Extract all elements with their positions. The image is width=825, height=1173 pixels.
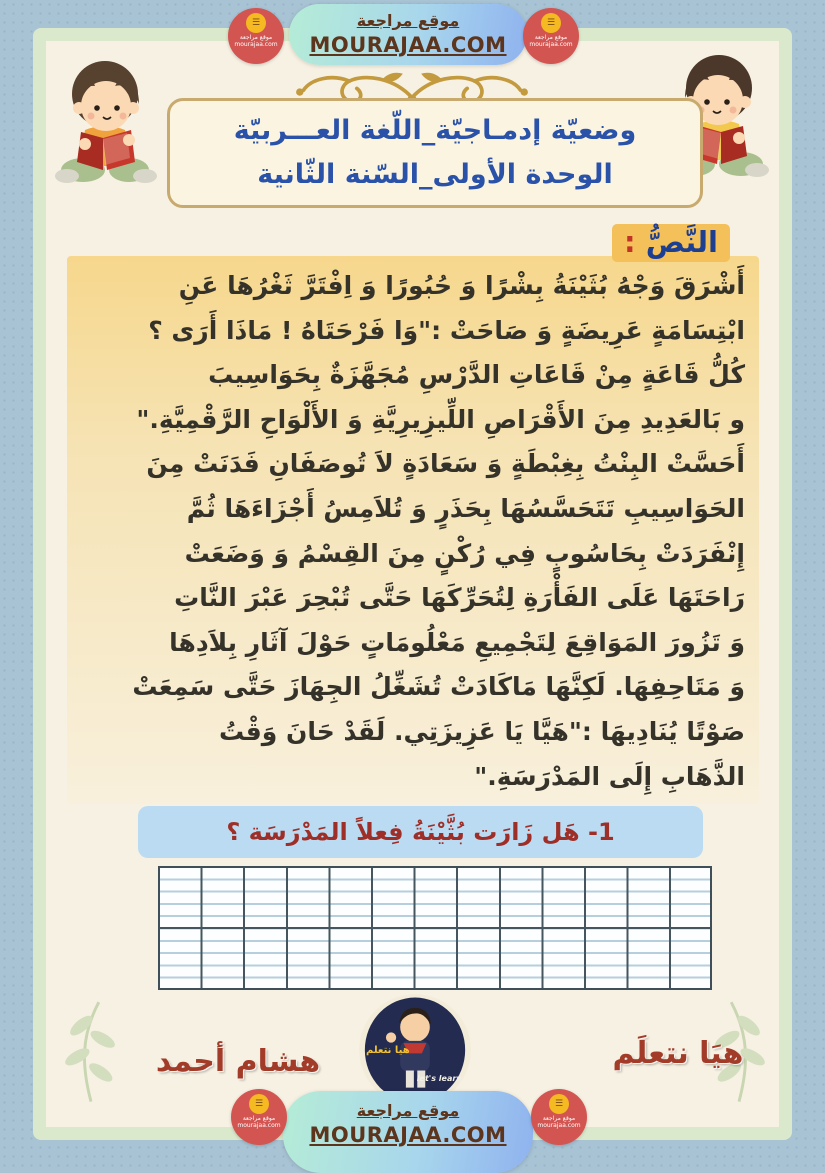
site-banner-top bbox=[289, 4, 527, 65]
slogan-text: هيَا نتعلَم bbox=[612, 1036, 744, 1071]
badge-icon: ☰ bbox=[549, 1094, 569, 1114]
site-name-arabic: موقع مراجعة bbox=[356, 11, 460, 30]
site-name-arabic: موقع مراجعة bbox=[356, 1101, 460, 1120]
site-domain: MOURAJAA.COM bbox=[309, 33, 507, 57]
passage-line: الذَّهَابِ إِلَى المَدْرَسَةِ." bbox=[474, 761, 745, 791]
badge-text-ar: موقع مراجعة bbox=[534, 34, 568, 41]
text-heading-word: النَّصُّ bbox=[645, 225, 718, 259]
passage-line: صَوْتًا يُنَادِيهَا :"هَيَّا يَا عَزِيزَتِي. لَقَدْ حَانَ وَقْتُ bbox=[218, 716, 745, 746]
site-domain: MOURAJAA.COM bbox=[309, 1123, 507, 1147]
badge-text-ar: موقع مراجعة bbox=[239, 34, 273, 41]
site-banner-bottom bbox=[283, 1091, 533, 1173]
text-heading bbox=[612, 224, 730, 262]
logo-english-text: let's learn bbox=[416, 1074, 462, 1083]
mourajaa-logo-badge bbox=[531, 1089, 587, 1145]
reading-passage bbox=[67, 256, 759, 804]
badge-icon: ☰ bbox=[249, 1094, 269, 1114]
haya-nataallam-logo bbox=[356, 993, 474, 1107]
question-1 bbox=[138, 806, 703, 858]
passage-line: أَحَسَّتْ البِنْتُ بِغِبْطَةٍ وَ سَعَادَةٍ لاَ تُوصَفَانِ فَدَنَتْ مِنَ bbox=[146, 449, 745, 479]
badge-text-en: mourajaa.com bbox=[237, 1122, 281, 1129]
question-1-text: 1- هَل زَارَت بُثَّيْنَةُ فِعلاً المَدْرَسَة ؟ bbox=[226, 818, 615, 846]
badge-text-ar: موقع مراجعة bbox=[542, 1115, 576, 1122]
passage-line: وَ مَتَاحِفِهَا. لَكِنَّهَا مَاكَادَتْ تُشَغِّلُ الجِهَازَ حَتَّى سَمِعَتْ bbox=[132, 672, 745, 702]
answer-writing-grid bbox=[158, 866, 712, 990]
passage-line: إِنْفَرَدَتْ بِحَاسُوبٍ فِي رُكْنٍ مِنَ القِسْمُ وَ وَضَعَتْ bbox=[184, 538, 745, 568]
passage-line: أَشْرَقَ وَجْهُ بُثَيْنَةُ بِشْرًا وَ حُبُورًا وَ اِفْتَرَّ ثَغْرُهَا عَنِ bbox=[178, 271, 745, 300]
badge-icon: ☰ bbox=[246, 13, 266, 33]
badge-text-en: mourajaa.com bbox=[529, 41, 573, 48]
passage-line: ابْتِسَامَةٍ عَرِيضَةٍ وَ صَاحَتْ :"وَا فَرْحَتَاهُ ! مَاذَا أَرَى ؟ bbox=[148, 315, 745, 345]
passage-line: كُلُّ قَاعَةٍ مِنْ قَاعَاتِ الدَّرْسِ مُجَهَّزَةٌ بِحَوَاسِيبَ bbox=[208, 360, 745, 390]
reading-boy-illustration bbox=[42, 58, 168, 188]
mourajaa-logo-badge bbox=[523, 8, 579, 64]
text-heading-colon: : bbox=[624, 225, 636, 259]
title-line-2: الوحدة الأولى_السّنة الثّانية bbox=[257, 159, 613, 190]
passage-line: وَ تَزُورَ المَوَاقِعَ لِتَجْمِيعِ مَعْلُومَاتٍ حَوْلَ آثَارِ بِلاَدِهَا bbox=[169, 627, 745, 657]
passage-line: الحَوَاسِيبِ تَتَحَسَّسُهَا بِحَذَرٍ وَ تُلاَمِسُ أَجْزَاءَهَا ثُمَّ bbox=[186, 493, 745, 523]
passage-line: و بَالعَدِيدِ مِنَ الأَقْرَاصِ اللِّيزِيرِيَّةِ وَ الأَلْوَاحِ الرَّقْمِيَّةِ." bbox=[136, 404, 745, 434]
author-name: هشام أحمد bbox=[155, 1044, 321, 1079]
logo-arabic-text: هيا نتعلم bbox=[366, 1045, 410, 1056]
badge-icon: ☰ bbox=[541, 13, 561, 33]
passage-line: رَاحَتَهَا عَلَى الفَأْرَةِ لِتُحَرِّكَهَا حَتَّى تُبْحِرَ عَبْرَ النَّاتِ bbox=[174, 583, 745, 613]
title-line-1: وضعيّة إدمـاجيّة_اللّغة العـــربيّة bbox=[233, 115, 637, 146]
lesson-title-box bbox=[167, 98, 703, 208]
mourajaa-logo-badge bbox=[228, 8, 284, 64]
badge-text-ar: موقع مراجعة bbox=[242, 1115, 276, 1122]
mourajaa-logo-badge bbox=[231, 1089, 287, 1145]
badge-text-en: mourajaa.com bbox=[234, 41, 278, 48]
badge-text-en: mourajaa.com bbox=[537, 1122, 581, 1129]
